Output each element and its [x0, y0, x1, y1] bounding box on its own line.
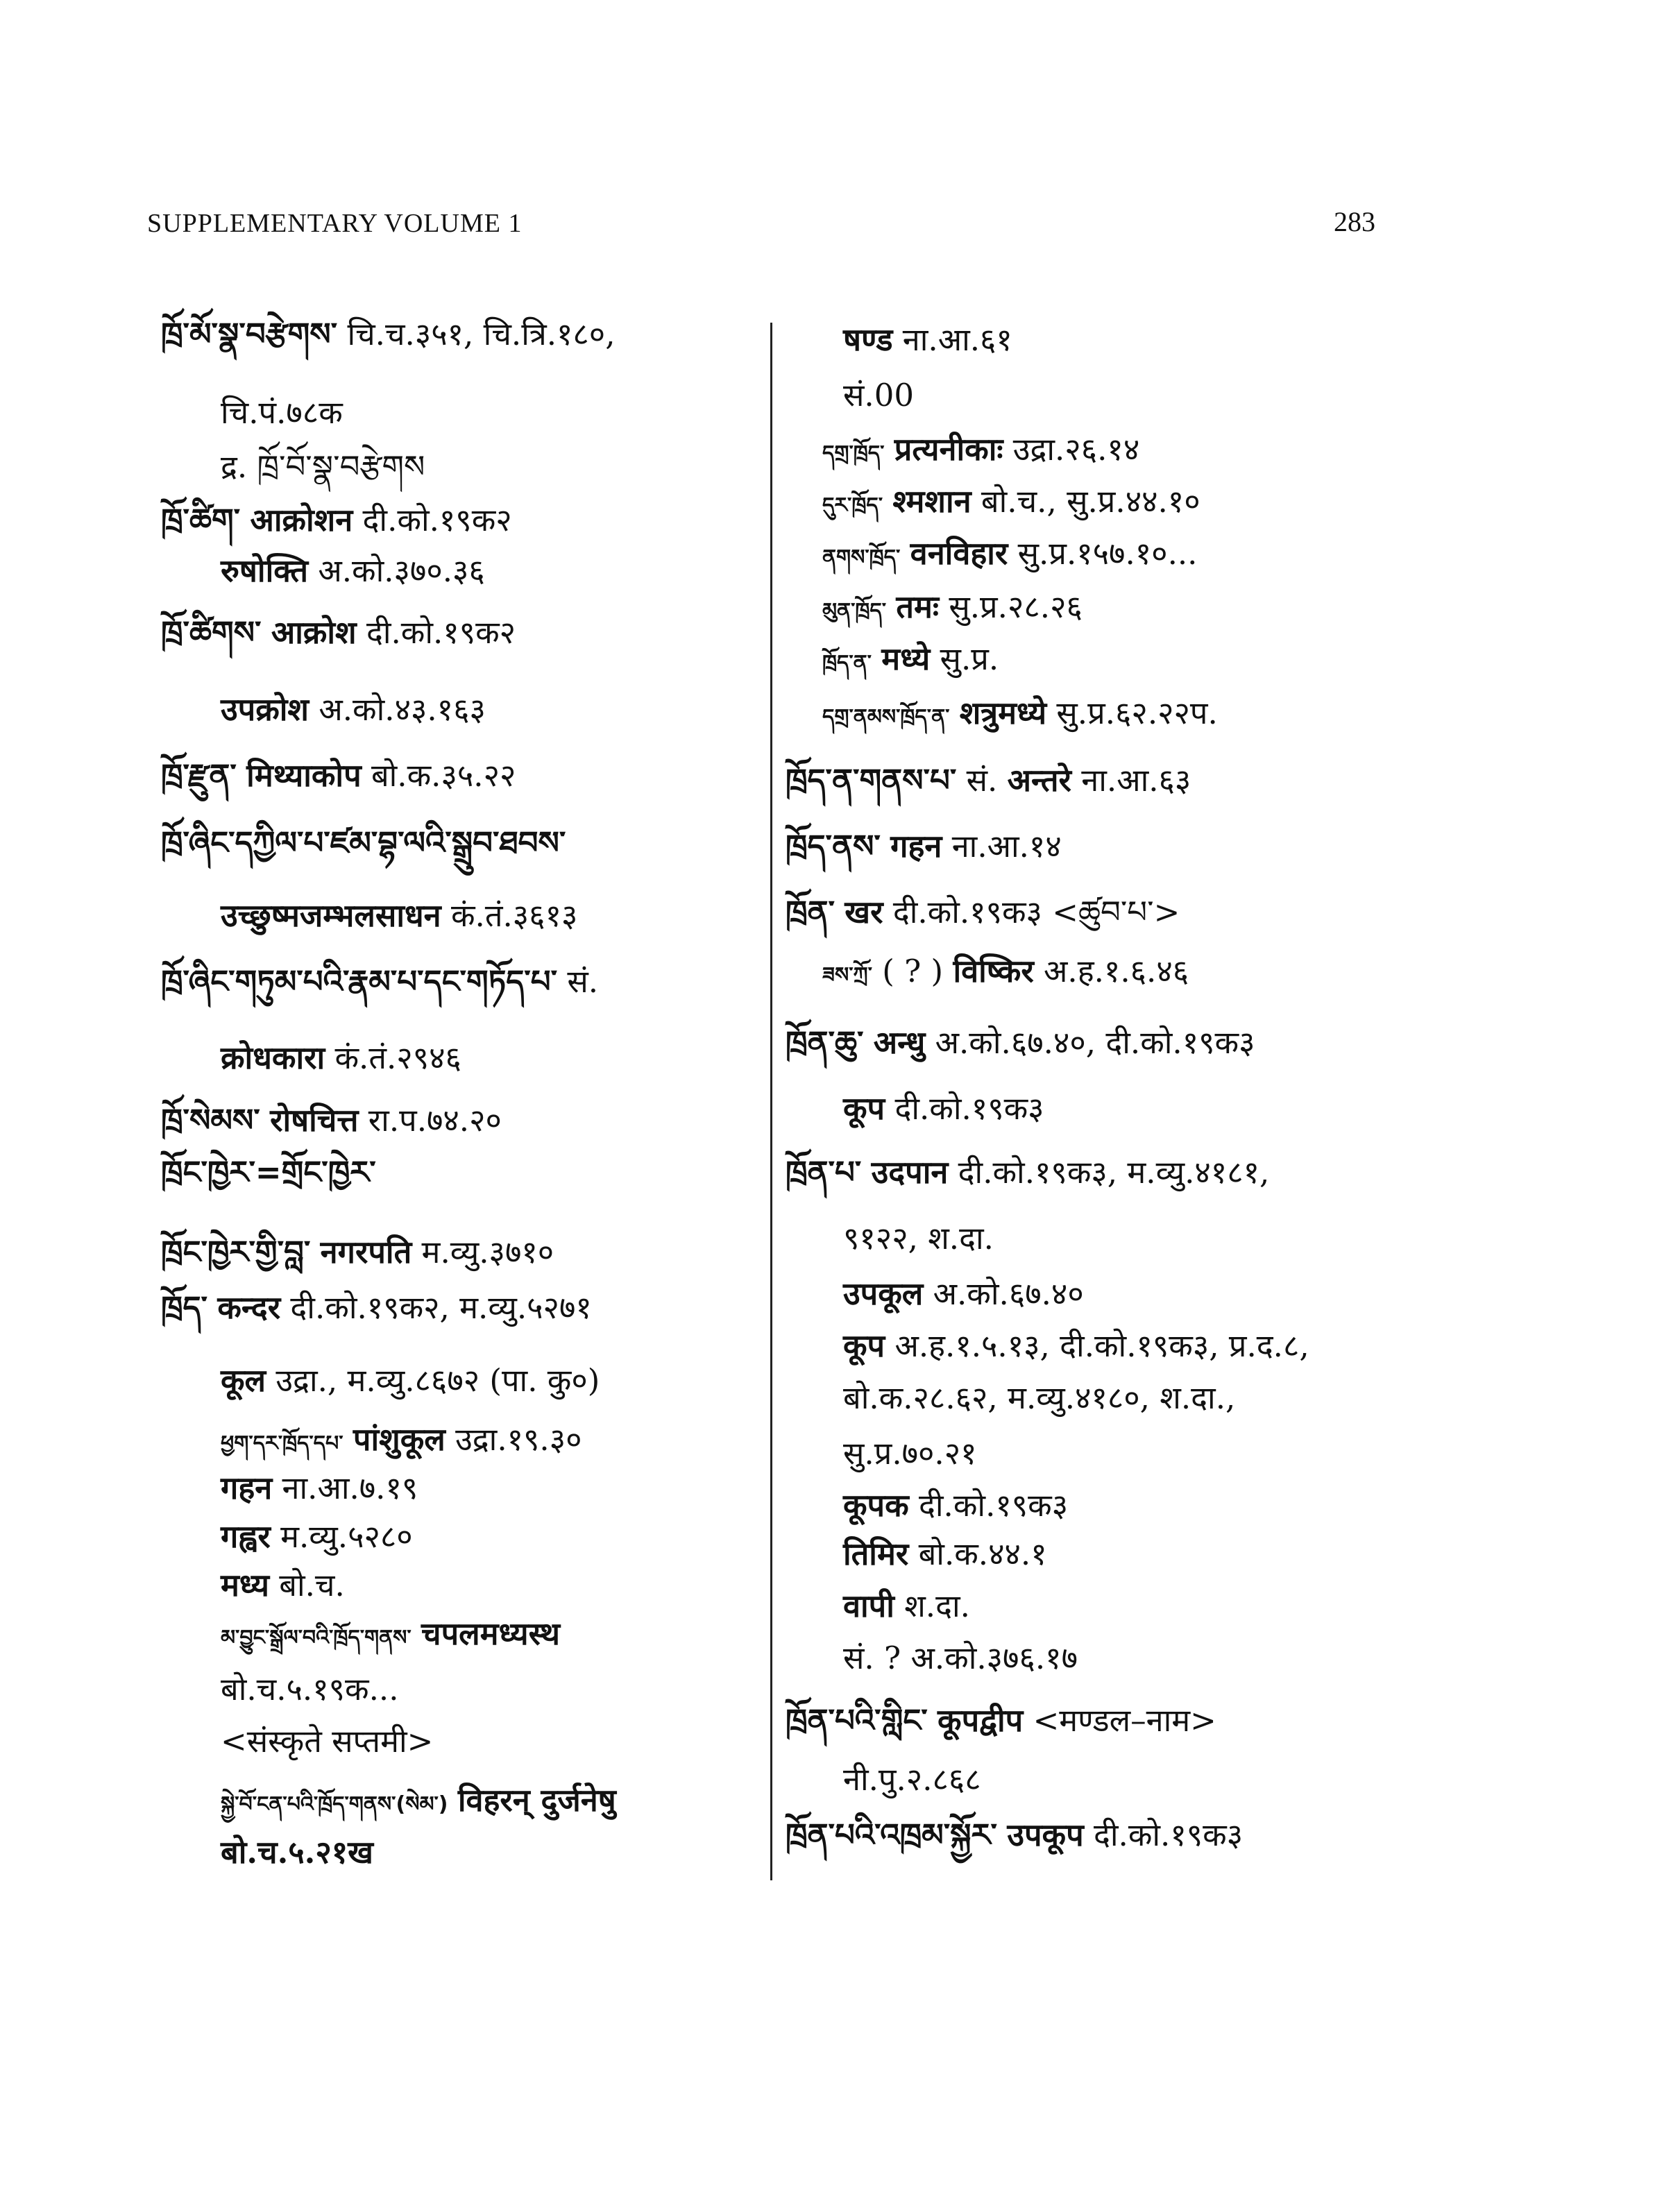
entry-line	[786, 892, 1180, 933]
reference-text: सं.00	[843, 377, 914, 414]
tibetan-term: ཁྲོན་ཆུ་	[786, 1024, 864, 1061]
sanskrit-term: रोषचित्त	[270, 1102, 359, 1139]
sanskrit-term: प्रत्यनीकाः	[894, 431, 1003, 468]
reference-text: सु.प्र.	[940, 640, 999, 677]
sanskrit-term: तिमिर	[843, 1535, 909, 1572]
entry-line	[161, 822, 566, 864]
entry-line	[161, 755, 516, 797]
sanskrit-term: श्मशान	[892, 483, 971, 520]
tibetan-term: དུར་ཁྲོད་	[822, 493, 883, 518]
reference-text: उद्रा.१९.३०	[455, 1421, 582, 1458]
reference-text: <मण्डल–नाम>	[1033, 1702, 1216, 1739]
entry-line	[843, 1377, 1235, 1419]
column-divider	[770, 323, 772, 1880]
entry-line	[221, 1669, 399, 1710]
reference-text: दी.को.१९क२, म.व्यु.५२७१	[290, 1289, 592, 1326]
tibetan-term: ཁྲོང་ཁྱེར་=གྲོང་ཁྱེར་	[161, 1154, 376, 1191]
entry-line	[161, 961, 598, 1003]
reference-text: दी.को.१९क२	[366, 614, 516, 651]
reference-text: ना.आ.१४	[951, 828, 1062, 865]
sanskrit-term: कूपक	[843, 1487, 909, 1524]
reference-text: ना.आ.७.१९	[282, 1470, 418, 1506]
reference-text: अ.ह.१.५.१३, दी.को.१९क३, प्र.द.८,	[894, 1327, 1309, 1364]
entry-line	[843, 1585, 970, 1627]
reference-text: उद्रा., म.व्यु.८६७२ (पा. कु०)	[275, 1362, 600, 1399]
tibetan-term: མུན་ཁྲོད་	[822, 599, 887, 623]
tibetan-term: དགྲ་ནམས་ཁྲོད་ན་	[822, 705, 950, 729]
reference-text: अ.को.६७.४०	[933, 1275, 1084, 1312]
tibetan-term: ཁྲོད་ནས་	[786, 828, 881, 865]
tibetan-term: ཕྱག་དར་ཁྲོད་དཔ་	[221, 1431, 343, 1456]
reference-text: बो.च.	[279, 1567, 345, 1603]
sanskrit-term: उदपान	[871, 1154, 949, 1191]
sanskrit-term: चपलमध्यस्थ	[421, 1615, 560, 1652]
sanskrit-term: आक्रोश	[271, 614, 357, 651]
sanskrit-term: क्रोधकारा	[221, 1039, 325, 1076]
sanskrit-term: अन्तरे	[1007, 762, 1071, 799]
reference-text: चि.पं.७८क	[221, 394, 343, 431]
entry-line	[221, 1516, 413, 1558]
entry-line	[843, 1325, 1309, 1367]
reference-text: चि.च.३५१, चि.त्रि.१८०,	[347, 316, 616, 352]
sanskrit-term: वनविहार	[910, 535, 1008, 572]
entry-line	[221, 1419, 582, 1465]
reference-text: बो.च.५.१९क...	[221, 1671, 399, 1708]
reference-text: ( ? )	[882, 953, 944, 989]
reference-text: दी.को.१९क३	[1093, 1817, 1244, 1853]
entry-line	[221, 392, 343, 434]
reference-text: श.दा.	[904, 1588, 970, 1624]
page-number: 283	[1334, 206, 1375, 237]
entry-line	[786, 1700, 1216, 1742]
reference-text: अ.ह.१.६.४६	[1044, 953, 1189, 989]
sanskrit-term: मिथ्याकोप	[246, 757, 362, 794]
running-title: SUPPLEMENTARY VOLUME 1	[147, 209, 523, 238]
tibetan-term: ཁྲོ་ཚིགས་	[161, 614, 262, 651]
sanskrit-term: मध्य	[221, 1567, 269, 1603]
sanskrit-term: आक्रोशन	[250, 502, 353, 538]
sanskrit-term: गहन	[890, 828, 942, 865]
sanskrit-term: उपकूप	[1007, 1817, 1084, 1853]
reference-text: बो.क.३५.२२	[371, 757, 516, 794]
reference-text: सं.	[567, 963, 599, 1000]
tibetan-term: ཁྲོན་པའི་གླིང་	[786, 1702, 928, 1739]
reference-text: नी.पु.२.८६८	[843, 1761, 981, 1798]
entry-line	[786, 760, 1191, 801]
reference-text: अ.को.६७.४०, दी.को.१९क३	[935, 1024, 1255, 1061]
reference-text: कं.तं.२९४६	[334, 1039, 461, 1076]
sanskrit-term: कूप	[843, 1090, 885, 1127]
sanskrit-term: नगरपति	[320, 1234, 412, 1270]
entry-line	[786, 1152, 1269, 1193]
entry-line	[221, 1037, 461, 1079]
entry-line	[843, 375, 914, 416]
tibetan-term: ཁྲོད་	[161, 1289, 208, 1326]
tibetan-term: ནགས་ཁྲོད་	[822, 545, 901, 570]
entry-line	[786, 1022, 1255, 1064]
reference-text: सु.प्र.६२.२२प.	[1056, 695, 1218, 731]
reference-text: दी.को.१९क२	[362, 502, 512, 538]
entry-line	[161, 500, 512, 541]
reference-text: <संस्कृते सप्तमी>	[221, 1723, 434, 1760]
sanskrit-term: गहन	[221, 1470, 273, 1506]
tibetan-term: ཟས་ཀྲོ་	[822, 963, 872, 987]
entry-line	[822, 692, 1218, 738]
reference-text: बो.क.२८.६२, म.व्यु.४१८०, श.दा.,	[843, 1379, 1236, 1416]
entry-line	[221, 689, 486, 731]
sanskrit-term: कन्दर	[217, 1289, 281, 1326]
tibetan-term: ཁྲོན་པ་	[786, 1154, 862, 1191]
sanskrit-term: विहरन् दुर्जनेषु	[457, 1782, 616, 1819]
sanskrit-term: शत्रुमध्ये	[959, 695, 1047, 731]
tibetan-term: ཁྲོ་ཞིང་དཀྱིལ་པ་ཛམ་བྷ་ལའི་སྒྲུབ་ཐབས་	[161, 824, 566, 861]
sanskrit-term: उपकूल	[843, 1275, 924, 1312]
entry-line	[221, 1565, 345, 1606]
sanskrit-term: खर	[845, 894, 883, 930]
reference-text: दी.को.१९क३	[919, 1487, 1069, 1524]
reference-text: म.व्यु.३७१०	[421, 1234, 554, 1270]
tibetan-term: ཁྲོ་ཞིང་གཏུམ་པའི་རྣམ་པ་དང་གཏོད་པ་	[161, 963, 558, 1000]
entry-line	[822, 429, 1139, 475]
tibetan-term: ཁྲོ་མོ་སྣ་བརྩེགས་	[161, 316, 338, 352]
entry-line	[221, 1721, 433, 1762]
entry-line	[843, 1218, 994, 1259]
reference-text: सं. ? अ.को.३७६.१७	[843, 1640, 1078, 1676]
tibetan-term: དགྲ་ཁྲོད་	[822, 441, 885, 466]
sanskrit-term: रुषोक्ति	[221, 552, 309, 589]
tibetan-term: ཁྲོད་ན་	[822, 651, 872, 675]
sanskrit-term: कूपद्वीप	[937, 1702, 1024, 1739]
sanskrit-term: गह्वर	[221, 1518, 271, 1555]
entry-line	[221, 1360, 600, 1402]
entry-line	[843, 1533, 1047, 1575]
entry-line	[822, 586, 1083, 632]
entry-line	[843, 319, 1012, 361]
reference-text: सु.प्र.१५७.१०...	[1017, 535, 1198, 572]
reference-text: कं.तं.३६१३	[450, 897, 578, 934]
entry-line	[221, 1780, 616, 1826]
reference-text: म.व्यु.५२८०	[280, 1518, 413, 1555]
reference-text: रा.प.७४.२०	[368, 1102, 502, 1139]
sanskrit-term: तमः	[896, 588, 940, 625]
reference-text: ना.आ.६३	[1081, 762, 1191, 799]
tibetan-term: མ་བྱུང་སྒྲོལ་བའི་ཁྲོད་གནས་	[221, 1626, 411, 1650]
tibetan-term: ཁྲོད་ན་གནས་པ་	[786, 762, 957, 799]
reference-text: अ.को.३७०.३६	[318, 552, 485, 589]
reference-text: ना.आ.६१	[902, 321, 1012, 358]
reference-text: द्र. ཁྲོ་བོ་སྣ་བརྩེགས	[221, 448, 425, 485]
reference-text: ९१२२, श.दा.	[843, 1220, 994, 1257]
reference-text: दी.को.१९क३, म.व्यु.४१८१,	[958, 1154, 1270, 1191]
tibetan-term: སྐྱེ་བོ་ངན་པའི་ཁྲོད་གནས་(སེམ་)	[221, 1792, 448, 1817]
sanskrit-term: षण्ड	[843, 321, 893, 358]
sanskrit-term: मध्ये	[881, 640, 931, 677]
entry-line	[822, 951, 1189, 996]
sanskrit-term: कूप	[843, 1327, 885, 1364]
tibetan-term: ཁྲོན་པའི་འཁྲམ་སྐྱོར་	[786, 1817, 998, 1853]
reference-text: बो.च., सु.प्र.४४.१०	[981, 483, 1200, 520]
entry-line	[822, 533, 1197, 579]
entry-line	[843, 1759, 981, 1801]
entry-line	[221, 446, 425, 488]
entry-line	[221, 895, 577, 937]
reference-text: सं.	[966, 762, 998, 799]
reference-text: दी.को.१९क३	[894, 1090, 1044, 1127]
reference-text: उद्रा.२६.१४	[1012, 431, 1140, 468]
sanskrit-term: कूल	[221, 1362, 266, 1399]
tibetan-term: ཁྲོན་	[786, 894, 835, 930]
entry-line	[843, 1433, 977, 1474]
entry-line	[822, 481, 1200, 527]
entry-line	[221, 1613, 560, 1659]
entry-line	[161, 1287, 592, 1329]
entry-line	[822, 638, 999, 684]
reference-text: बो.क.४४.१	[918, 1535, 1047, 1572]
reference-text: दी.को.१९क३ <ཚུབ་པ་>	[892, 894, 1180, 930]
entry-line	[786, 826, 1062, 867]
entry-line	[221, 550, 485, 592]
sanskrit-term: पांशुकूल	[353, 1421, 446, 1458]
sanskrit-term: वापी	[843, 1588, 894, 1624]
entry-line	[161, 314, 616, 355]
entry-line	[843, 1637, 1078, 1679]
entry-line	[161, 1100, 502, 1141]
sanskrit-term: अन्धु	[873, 1024, 926, 1061]
tibetan-term: ཁྲོ་སེམས་	[161, 1102, 260, 1139]
entry-line	[843, 1485, 1068, 1526]
entry-line	[221, 1467, 418, 1509]
sanskrit-term: बो.च.५.२१ख	[221, 1834, 373, 1871]
entry-line	[161, 612, 516, 654]
entry-line	[786, 1814, 1243, 1856]
entry-line	[221, 1832, 373, 1873]
entry-line	[843, 1088, 1044, 1130]
tibetan-term: ཁྲོ་ཚིག་	[161, 502, 241, 538]
sanskrit-term: विष्किर	[953, 953, 1034, 989]
reference-text: अ.को.४३.१६३	[319, 691, 486, 728]
sanskrit-term: उच्छुष्मजम्भलसाधन	[221, 897, 441, 934]
tibetan-term: ཁྲོང་ཁྱེར་གྱི་བླ་	[161, 1234, 311, 1270]
entry-line	[161, 1152, 376, 1193]
reference-text: सु.प्र.७०.२१	[843, 1435, 977, 1472]
entry-line	[843, 1273, 1084, 1315]
sanskrit-term: उपक्रोश	[221, 691, 309, 728]
reference-text: सु.प्र.२८.२६	[949, 588, 1083, 625]
entry-line	[161, 1232, 554, 1273]
tibetan-term: ཁྲོ་རྫུན་	[161, 757, 237, 794]
